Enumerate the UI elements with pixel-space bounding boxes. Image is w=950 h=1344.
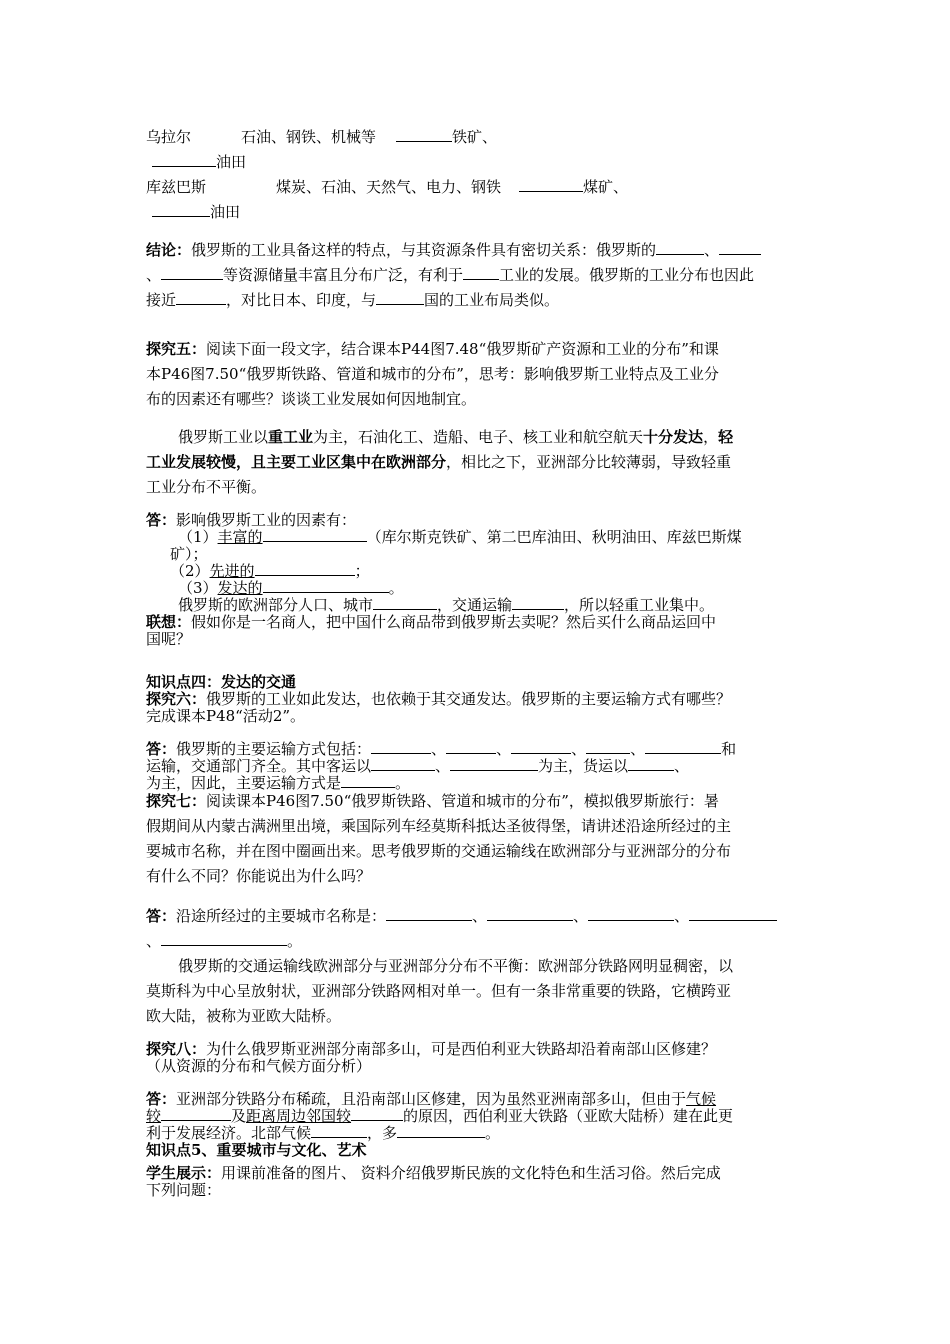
inquiry5-para-line-1: 俄罗斯工业以重工业为主，石油化工、造船、电子、核工业和航空航天十分发达，轻 xyxy=(178,428,734,446)
conclusion-line-3: 接近 ，对比日本、印度，与 国的工业布局类似。 xyxy=(146,291,560,309)
blank[interactable] xyxy=(689,905,777,921)
inquiry5-line-2: 本P46图7.50“俄罗斯铁路、管道和城市的分布”，思考：影响俄罗斯工业特点及工业分 xyxy=(146,365,719,383)
answer5-summary: 俄罗斯的欧洲部分人口、城市 ，交通运输 ，所以轻重工业集中。 xyxy=(178,596,715,614)
blank[interactable] xyxy=(450,755,538,771)
region-ural: 乌拉尔 xyxy=(146,128,192,146)
assoc-line-1: 联想：假如你是一名商人，把中国什么商品带到俄罗斯去卖呢？然后买什么商品运回中 xyxy=(146,613,717,631)
inquiry7-line-4: 有什么不同？你能说出为什么吗？ xyxy=(146,867,372,885)
answer8-line-1: 答：亚洲部分铁路分布稀疏，且沿南部山区修建，因为虽然亚洲南部多山，但由于气候 xyxy=(146,1090,717,1108)
blank[interactable] xyxy=(351,1105,403,1121)
answer5-item-1: （1）丰富的 （库尔斯克铁矿、第二巴库油田、秋明油田、库兹巴斯煤 xyxy=(178,528,742,546)
blank[interactable] xyxy=(446,738,496,754)
blank[interactable] xyxy=(376,289,424,305)
conclusion-line-1: 结论：俄罗斯的工业具备这样的特点，与其资源条件具有密切关系：俄罗斯的 、 xyxy=(146,239,761,261)
blank[interactable] xyxy=(463,264,499,280)
answer6-line-3: 为主，因此，主要运输方式是 。 xyxy=(146,774,411,792)
showcase-line-1: 学生展示：用课前准备的图片、 资料介绍俄罗斯民族的文化特色和生活习俗。然后完成 xyxy=(146,1164,721,1182)
inquiry5-label: 探究五： xyxy=(146,340,207,358)
answer7-label: 答： xyxy=(146,907,177,925)
inquiry5-line-3: 布的因素还有哪些？谈谈工业发展如何因地制宜。 xyxy=(146,390,477,408)
inquiry7-line-1: 探究七：阅读课本P46图7.50“俄罗斯铁路、管道和城市的分布”，模拟俄罗斯旅行：暑 xyxy=(146,792,719,810)
inquiry8-label: 探究八： xyxy=(146,1040,207,1058)
answer6-label: 答： xyxy=(146,740,177,758)
showcase-label: 学生展示： xyxy=(146,1164,222,1182)
answer7-para-line-3: 欧大陆，被称为亚欧大陆桥。 xyxy=(146,1007,342,1025)
inquiry8-line-2: （从资源的分布和气候方面分析） xyxy=(146,1057,372,1075)
blank[interactable] xyxy=(397,1122,485,1138)
blank[interactable] xyxy=(161,264,223,280)
answer5-item-1-cont: 矿）； xyxy=(170,545,208,563)
inquiry6-label: 探究六： xyxy=(146,690,207,708)
answer6-line-1: 答：俄罗斯的主要运输方式包括： 、 、 、 、 和 xyxy=(146,740,737,758)
blank[interactable] xyxy=(255,560,355,576)
blank[interactable] xyxy=(161,1105,231,1121)
conclusion-label: 结论： xyxy=(146,241,192,259)
blank[interactable] xyxy=(371,755,435,771)
inquiry7-line-3: 要城市名称，并在图中圈画出来。思考俄罗斯的交通运输线在欧洲部分与亚洲部分的分布 xyxy=(146,842,732,860)
blank[interactable] xyxy=(161,930,287,946)
blank[interactable] xyxy=(519,176,583,192)
blank[interactable] xyxy=(386,905,472,921)
blank[interactable] xyxy=(263,577,389,593)
answer8-label: 答： xyxy=(146,1090,177,1108)
blank[interactable] xyxy=(176,289,226,305)
answer8-line-2: 较 及距离周边邻国较 的原因，西伯利亚大铁路（亚欧大陆桥）建在此更 xyxy=(146,1107,734,1125)
industries-kuzbass: 煤炭、石油、天然气、电力、钢铁 xyxy=(276,178,502,196)
blank[interactable] xyxy=(645,738,721,754)
answer6-line-2: 运输，交通部门齐全。其中客运以 、 为主，货运以 、 xyxy=(146,757,690,775)
inquiry7-line-2: 假期间从内蒙古满洲里出境，乘国际列车经莫斯科抵达圣彼得堡，请讲述沿途所经过的主 xyxy=(146,817,732,835)
blank[interactable] xyxy=(628,755,674,771)
inquiry5-line-1: 探究五：阅读下面一段文字，结合课本P44图7.48“俄罗斯矿产资源和工业的分布”和课 xyxy=(146,340,719,358)
region-kuzbass: 库兹巴斯 xyxy=(146,178,207,196)
table-row-ural-cont: 油田 xyxy=(152,151,246,173)
blank[interactable] xyxy=(487,905,573,921)
answer7-line-1: 答：沿途所经过的主要城市名称是： 、 、 、 xyxy=(146,905,777,927)
inquiry5-para-line-3: 工业分布不平衡。 xyxy=(146,478,267,496)
industries-ural: 石油、钢铁、机械等 xyxy=(241,128,377,146)
answer7-line-2: 、 。 xyxy=(146,932,303,950)
blank[interactable] xyxy=(152,151,216,167)
answer7-para-line-2: 莫斯科为中心呈放射状，亚洲部分铁路网相对单一。但有一条非常重要的铁路，它横跨亚 xyxy=(146,982,732,1000)
blank[interactable] xyxy=(512,594,564,610)
inquiry8-line-1: 探究八：为什么俄罗斯亚洲部分南部多山，可是西伯利亚大铁路却沿着南部山区修建？ xyxy=(146,1040,717,1058)
blank[interactable] xyxy=(719,239,761,255)
blank[interactable] xyxy=(396,126,452,142)
answer8-line-3: 利于发展经济。北部气候 ，多 。 xyxy=(146,1124,501,1142)
answer5-item-3: （3）发达的 。 xyxy=(178,579,404,597)
blank[interactable] xyxy=(152,201,210,217)
blank[interactable] xyxy=(511,738,571,754)
showcase-line-2: 下列问题： xyxy=(146,1181,222,1199)
conclusion-line-2: 、 等资源储量丰富且分布广泛，有利于 工业的发展。俄罗斯的工业分布也因此 xyxy=(146,266,755,284)
answer5-item-2: （2）先进的 ； xyxy=(170,562,370,580)
blank[interactable] xyxy=(373,594,437,610)
kp4-title: 知识点四：发达的交通 xyxy=(146,673,297,691)
assoc-line-2: 国呢？ xyxy=(146,630,192,648)
answer5-intro: 答：影响俄罗斯工业的因素有： xyxy=(146,511,357,529)
table-row-kuzbass: 库兹巴斯 煤炭、石油、天然气、电力、钢铁 煤矿、 xyxy=(146,178,629,196)
blank[interactable] xyxy=(263,526,367,542)
blank[interactable] xyxy=(341,772,395,788)
blank[interactable] xyxy=(588,905,674,921)
answer5-label: 答： xyxy=(146,511,177,529)
table-row-ural: 乌拉尔 石油、钢铁、机械等 铁矿、 xyxy=(146,128,498,146)
inquiry6-line-2: 完成课本P48“活动2”。 xyxy=(146,707,306,725)
blank[interactable] xyxy=(656,239,704,255)
inquiry7-label: 探究七： xyxy=(146,792,207,810)
blank[interactable] xyxy=(311,1122,367,1138)
inquiry5-para-line-2: 工业发展较慢，且主要工业区集中在欧洲部分，相比之下，亚洲部分比较薄弱，导致轻重 xyxy=(146,453,732,471)
kp5-title: 知识点5、重要城市与文化、艺术 xyxy=(146,1141,367,1159)
blank[interactable] xyxy=(586,738,630,754)
inquiry6-line-1: 探究六：俄罗斯的工业如此发达，也依赖于其交通发达。俄罗斯的主要运输方式有哪些？ xyxy=(146,690,732,708)
assoc-label: 联想： xyxy=(146,613,192,631)
blank[interactable] xyxy=(371,738,431,754)
answer7-para-line-1: 俄罗斯的交通运输线欧洲部分与亚洲部分分布不平衡：欧洲部分铁路网明显稠密，以 xyxy=(178,957,734,975)
table-row-kuzbass-cont: 油田 xyxy=(152,201,240,223)
